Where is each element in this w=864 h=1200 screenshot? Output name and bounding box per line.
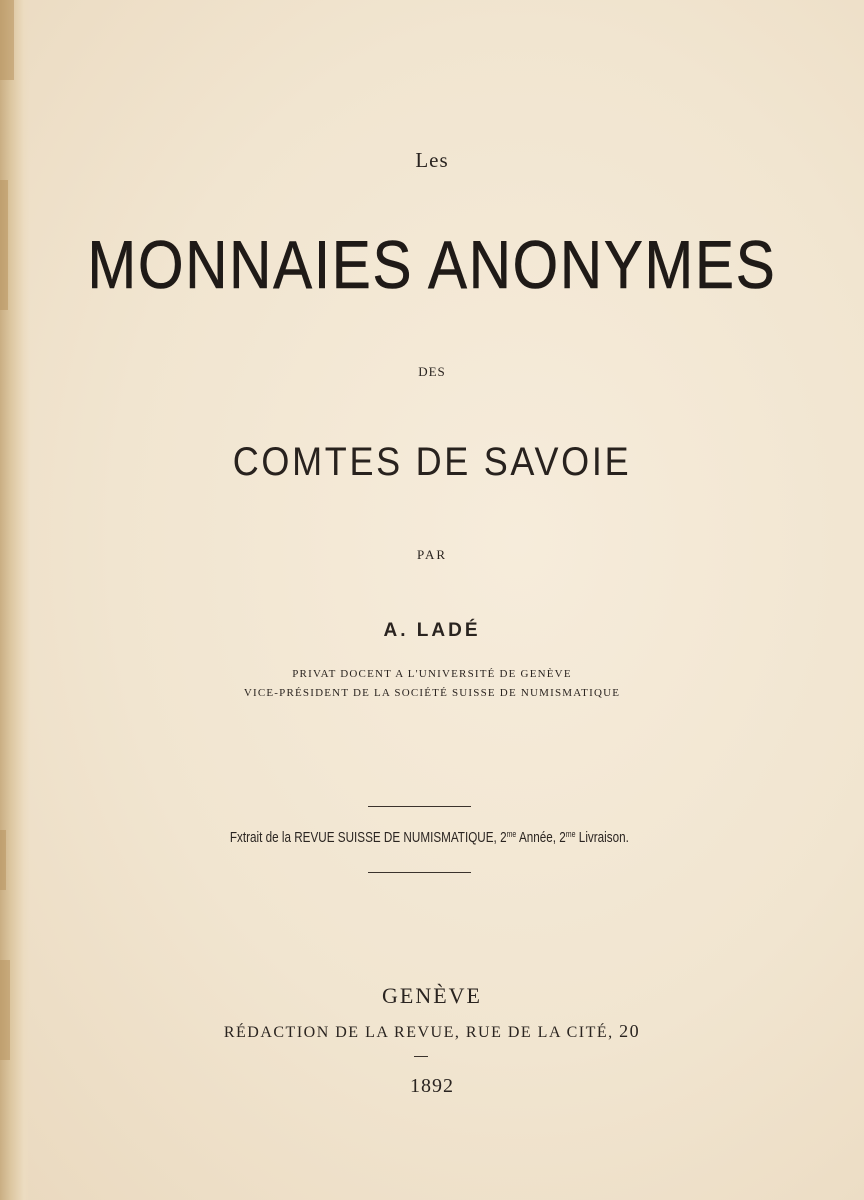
spine-stain [0, 0, 14, 80]
short-dash [414, 1056, 428, 1057]
spine-stain [0, 960, 10, 1060]
by-label: PAR [416, 547, 448, 562]
main-title: MONNAIES ANONYMES [87, 227, 777, 303]
author-affiliation-1: PRIVAT DOCENT A L'UNIVERSITÉ DE GENÈVE [292, 668, 572, 680]
author-affiliation-2: VICE-PRÉSIDENT DE LA SOCIÉTÉ SUISSE DE NUMISMATIQUE [243, 687, 621, 699]
extract-note: Fxtrait de la REVUE SUISSE DE NUMISMATIQUE, $2^{me}$ Année, $2^{me}$ Livraison. [229, 829, 629, 846]
publication-city: GENÈVE [382, 983, 482, 1008]
article-les: Les [415, 148, 449, 172]
divider-rule-top [368, 806, 471, 807]
divider-rule-bottom [368, 872, 471, 873]
spine-stain [0, 180, 8, 310]
spine-stain [0, 830, 6, 890]
book-spine-edge [0, 0, 30, 1200]
publisher-address: RÉDACTION DE LA REVUE, RUE DE LA CITÉ, 20 [223, 1021, 641, 1041]
publication-year: 1892 [410, 1075, 454, 1097]
preposition-des: DES [418, 364, 446, 379]
author-name: A. LADÉ [383, 620, 481, 641]
subtitle: COMTES DE SAVOIE [232, 440, 632, 484]
